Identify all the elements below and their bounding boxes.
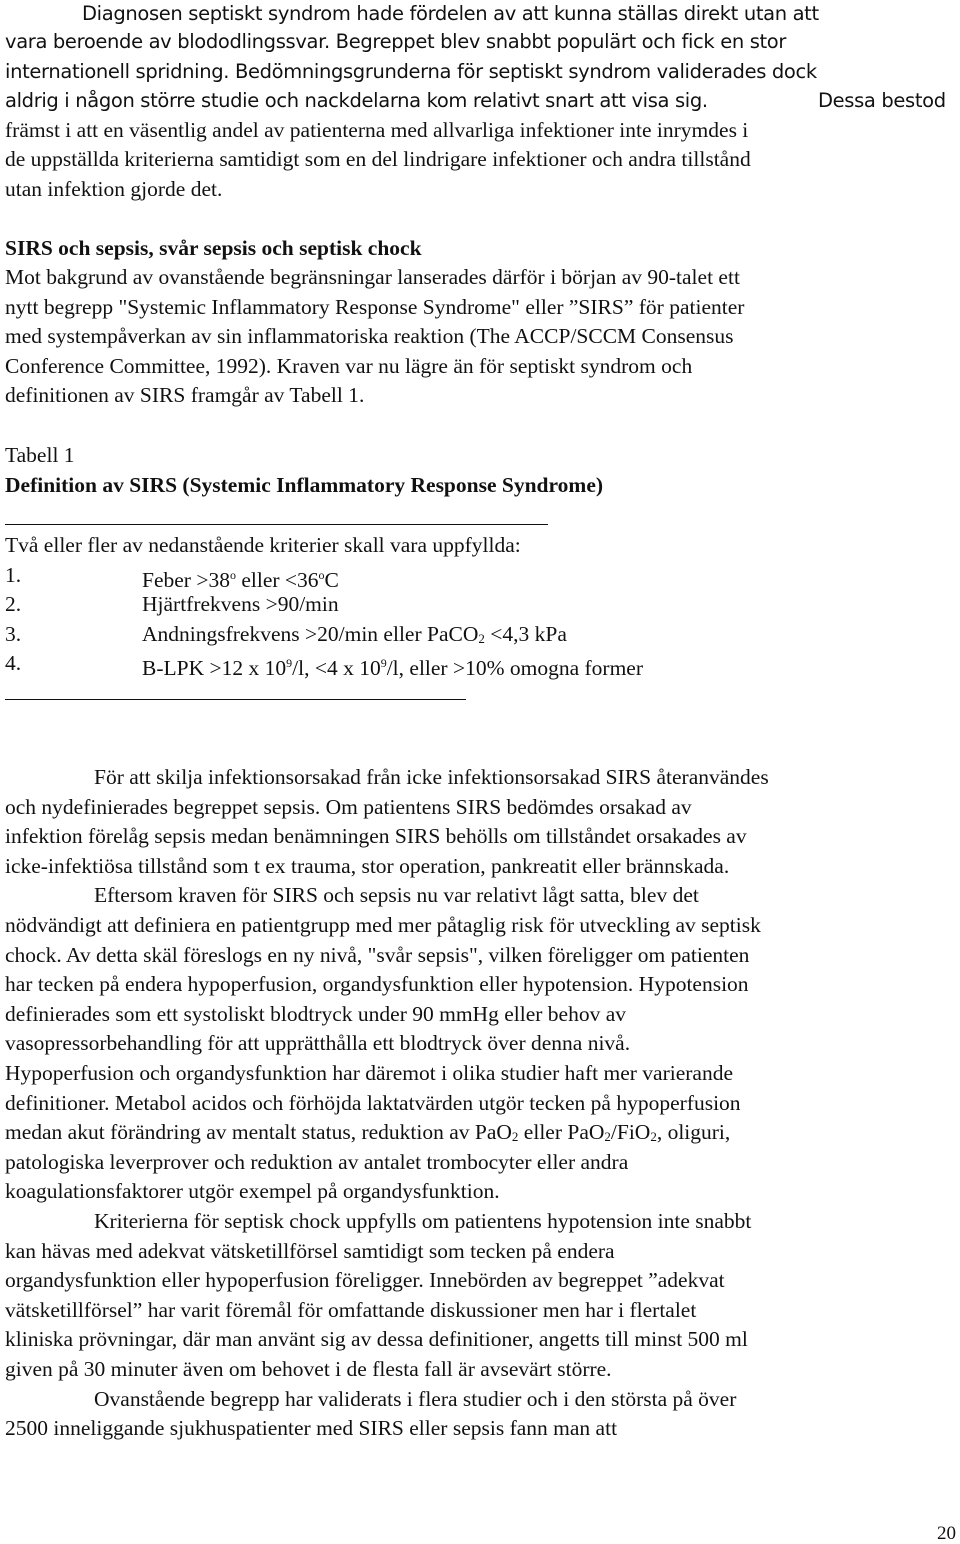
intro-line-4-tail: Dessa bestod [818,89,946,112]
table-intro: Två eller fler av nedanstående kriterier skall vara uppfyllda: [5,533,521,557]
body-line: För att skilja infektionsorsakad från icke infektionsorsakad SIRS återanvändes [94,765,769,789]
body-line: patologiska leverprover och reduktion av antalet trombocyter eller andra [5,1150,629,1174]
body-line: definierades som ett systoliskt blodtryck under 90 mmHg eller behov av [5,1002,626,1026]
intro-line-4: aldrig i någon större studie och nackdelarna kom relativt snart att visa sig. [5,89,708,112]
body-line: koagulationsfaktorer utgör exempel på organdysfunktion. [5,1179,500,1203]
criterion-4-text: B-LPK >12 x $10^9/l$, <4 x $10^9/l$, eller >10% omogna former [142,656,644,680]
table-label: Tabell 1 [5,443,75,467]
table-title: Definition av SIRS (Systemic Inflammatory Response Syndrome) [5,473,604,497]
intro-cont-line-3: utan infektion gjorde det. [5,177,223,201]
criterion-3-text: Andningsfrekvens >20/min eller PaCO2 <4,3 kPa [142,622,567,646]
body-line: har tecken på endera hypoperfusion, organdysfunktion eller hypotension. Hypotension [5,972,749,996]
criterion-1-number: 1. [5,563,22,587]
body-line: given på 30 minuter även om behovet i de flesta fall är avsevärt större. [5,1357,612,1381]
intro-line-2: vara beroende av blododlingssvar. Begreppet blev snabbt populärt och fick en stor [5,30,787,53]
intro-cont-line-2: de uppställda kriterierna samtidigt som en del lindrigare infektioner och andra tillstånd [5,147,751,171]
criterion-3-number: 3. [5,622,22,646]
page-number: 20 [937,1523,956,1544]
body-line: infektion förelåg sepsis medan benämningen SIRS behölls om tillståndet orsakades av [5,824,747,848]
body-line: kliniska prövningar, där man använt sig av dessa definitioner, angetts till minst 500 ml [5,1327,748,1351]
body-line: chock. Av detta skäl föreslogs en ny nivå, "svår sepsis", vilken föreligger om patienten [5,943,750,967]
section-line-4: Conference Committee, 1992). Kraven var nu lägre än för septiskt syndrom och [5,354,693,378]
section-heading: SIRS och sepsis, svår sepsis och septisk chock [5,236,422,260]
body-line: Ovanstående begrepp har validerats i flera studier och i den största på över [94,1387,737,1411]
intro-cont-line-1: främst i att en väsentlig andel av patienterna med allvarliga infektioner inte inrymdes i [5,118,749,142]
intro-line-1: Diagnosen septiskt syndrom hade fördelen av att kunna ställas direkt utan att [82,2,819,25]
body-line: definitioner. Metabol acidos och förhöjda laktatvärden utgör tecken på hypoperfusion [5,1091,741,1115]
body-line: kan hävas med adekvat vätsketillförsel samtidigt som tecken på endera [5,1239,615,1263]
intro-line-3: internationell spridning. Bedömningsgrunderna för septiskt syndrom validerades dock [5,60,817,83]
table-top-rule [5,524,548,525]
body-line: vätsketillförsel” har varit föremål för omfattande diskussioner men har i flertalet [5,1298,697,1322]
body-line: icke-infektiösa tillstånd som t ex trauma, stor operation, pankreatit eller brännskada. [5,854,730,878]
body-line: 2500 inneliggande sjukhuspatienter med SIRS eller sepsis fann man att [5,1416,618,1440]
body-line: medan akut förändring av mentalt status, reduktion av PaO2 eller PaO2/FiO2, oliguri, [5,1120,731,1144]
body-line: vasopressorbehandling för att upprätthålla ett blodtryck över denna nivå. [5,1031,631,1055]
body-line: organdysfunktion eller hypoperfusion föreligger. Innebörden av begreppet ”adekvat [5,1268,725,1292]
body-line: Kriterierna för septisk chock uppfylls om patientens hypotension inte snabbt [94,1209,752,1233]
criterion-1-text: Feber $>38^o$ eller $<36^oC$ [142,568,339,592]
body-line: och nydefinierades begreppet sepsis. Om patientens SIRS bedömdes orsakad av [5,795,692,819]
criterion-2-number: 2. [5,592,22,616]
criterion-4-number: 4. [5,651,22,675]
criterion-2-text: Hjärtfrekvens >90/min [142,592,339,616]
section-line-5: definitionen av SIRS framgår av Tabell 1. [5,383,365,407]
section-line-3: med systempåverkan av sin inflammatoriska reaktion (The ACCP/SCCM Consensus [5,324,734,348]
section-line-2: nytt begrepp "Systemic Inflammatory Response Syndrome" eller ”SIRS” för patienter [5,295,745,319]
table-bottom-rule [5,699,466,700]
body-line: nödvändigt att definiera en patientgrupp med mer påtaglig risk för utveckling av septisk [5,913,761,937]
section-line-1: Mot bakgrund av ovanstående begränsningar lanserades därför i början av 90-talet ett [5,265,740,289]
body-line: Hypoperfusion och organdysfunktion har däremot i olika studier haft mer varierande [5,1061,733,1085]
body-line: Eftersom kraven för SIRS och sepsis nu var relativt lågt satta, blev det [94,883,699,907]
